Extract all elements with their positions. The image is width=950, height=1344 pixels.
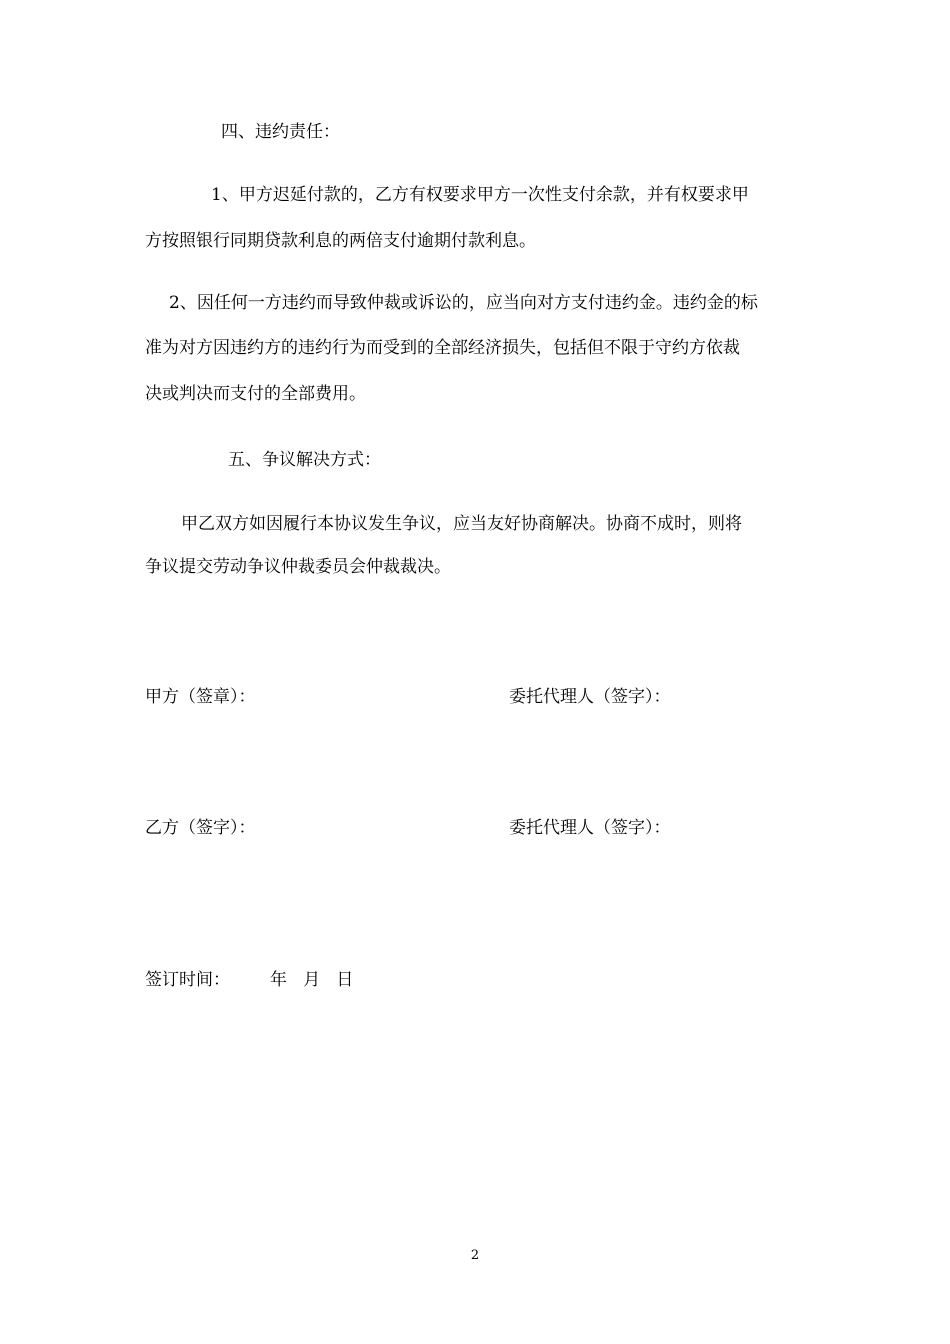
party-b-agent-signature-label: 委托代理人（签字）： <box>509 818 671 838</box>
section-heading-dispute: 五、争议解决方式： <box>228 450 381 470</box>
dispute-line-1: 甲乙双方如因履行本协议发生争议，应当友好协商解决。协商不成时，则将 <box>181 514 742 534</box>
dispute-line-2: 争议提交劳动争议仲裁委员会仲裁裁决。 <box>145 557 451 577</box>
signing-date-label: 签订时间： <box>145 970 230 990</box>
breach-item-2-line-1: 2、因任何一方违约而导致仲裁或诉讼的，应当向对方支付违约金。违约金的标 <box>169 293 758 313</box>
signing-date-fields: 年 月 日 <box>270 970 354 990</box>
breach-item-2-line-2: 准为对方因违约方的违约行为而受到的全部经济损失，包括但不限于守约方依裁 <box>145 338 740 358</box>
breach-item-1-line-2: 方按照银行同期贷款利息的两倍支付逾期付款利息。 <box>145 231 536 251</box>
breach-item-2-line-3: 决或判决而支付的全部费用。 <box>145 384 366 404</box>
page-number: 2 <box>470 1248 480 1263</box>
breach-item-1-line-1: 1、甲方迟延付款的，乙方有权要求甲方一次性支付余款，并有权要求甲 <box>211 185 749 205</box>
section-heading-breach: 四、违约责任： <box>221 122 340 142</box>
party-a-signature-label: 甲方（签章）： <box>145 687 256 707</box>
party-b-signature-label: 乙方（签字）： <box>145 818 256 838</box>
party-a-agent-signature-label: 委托代理人（签字）： <box>509 687 671 707</box>
